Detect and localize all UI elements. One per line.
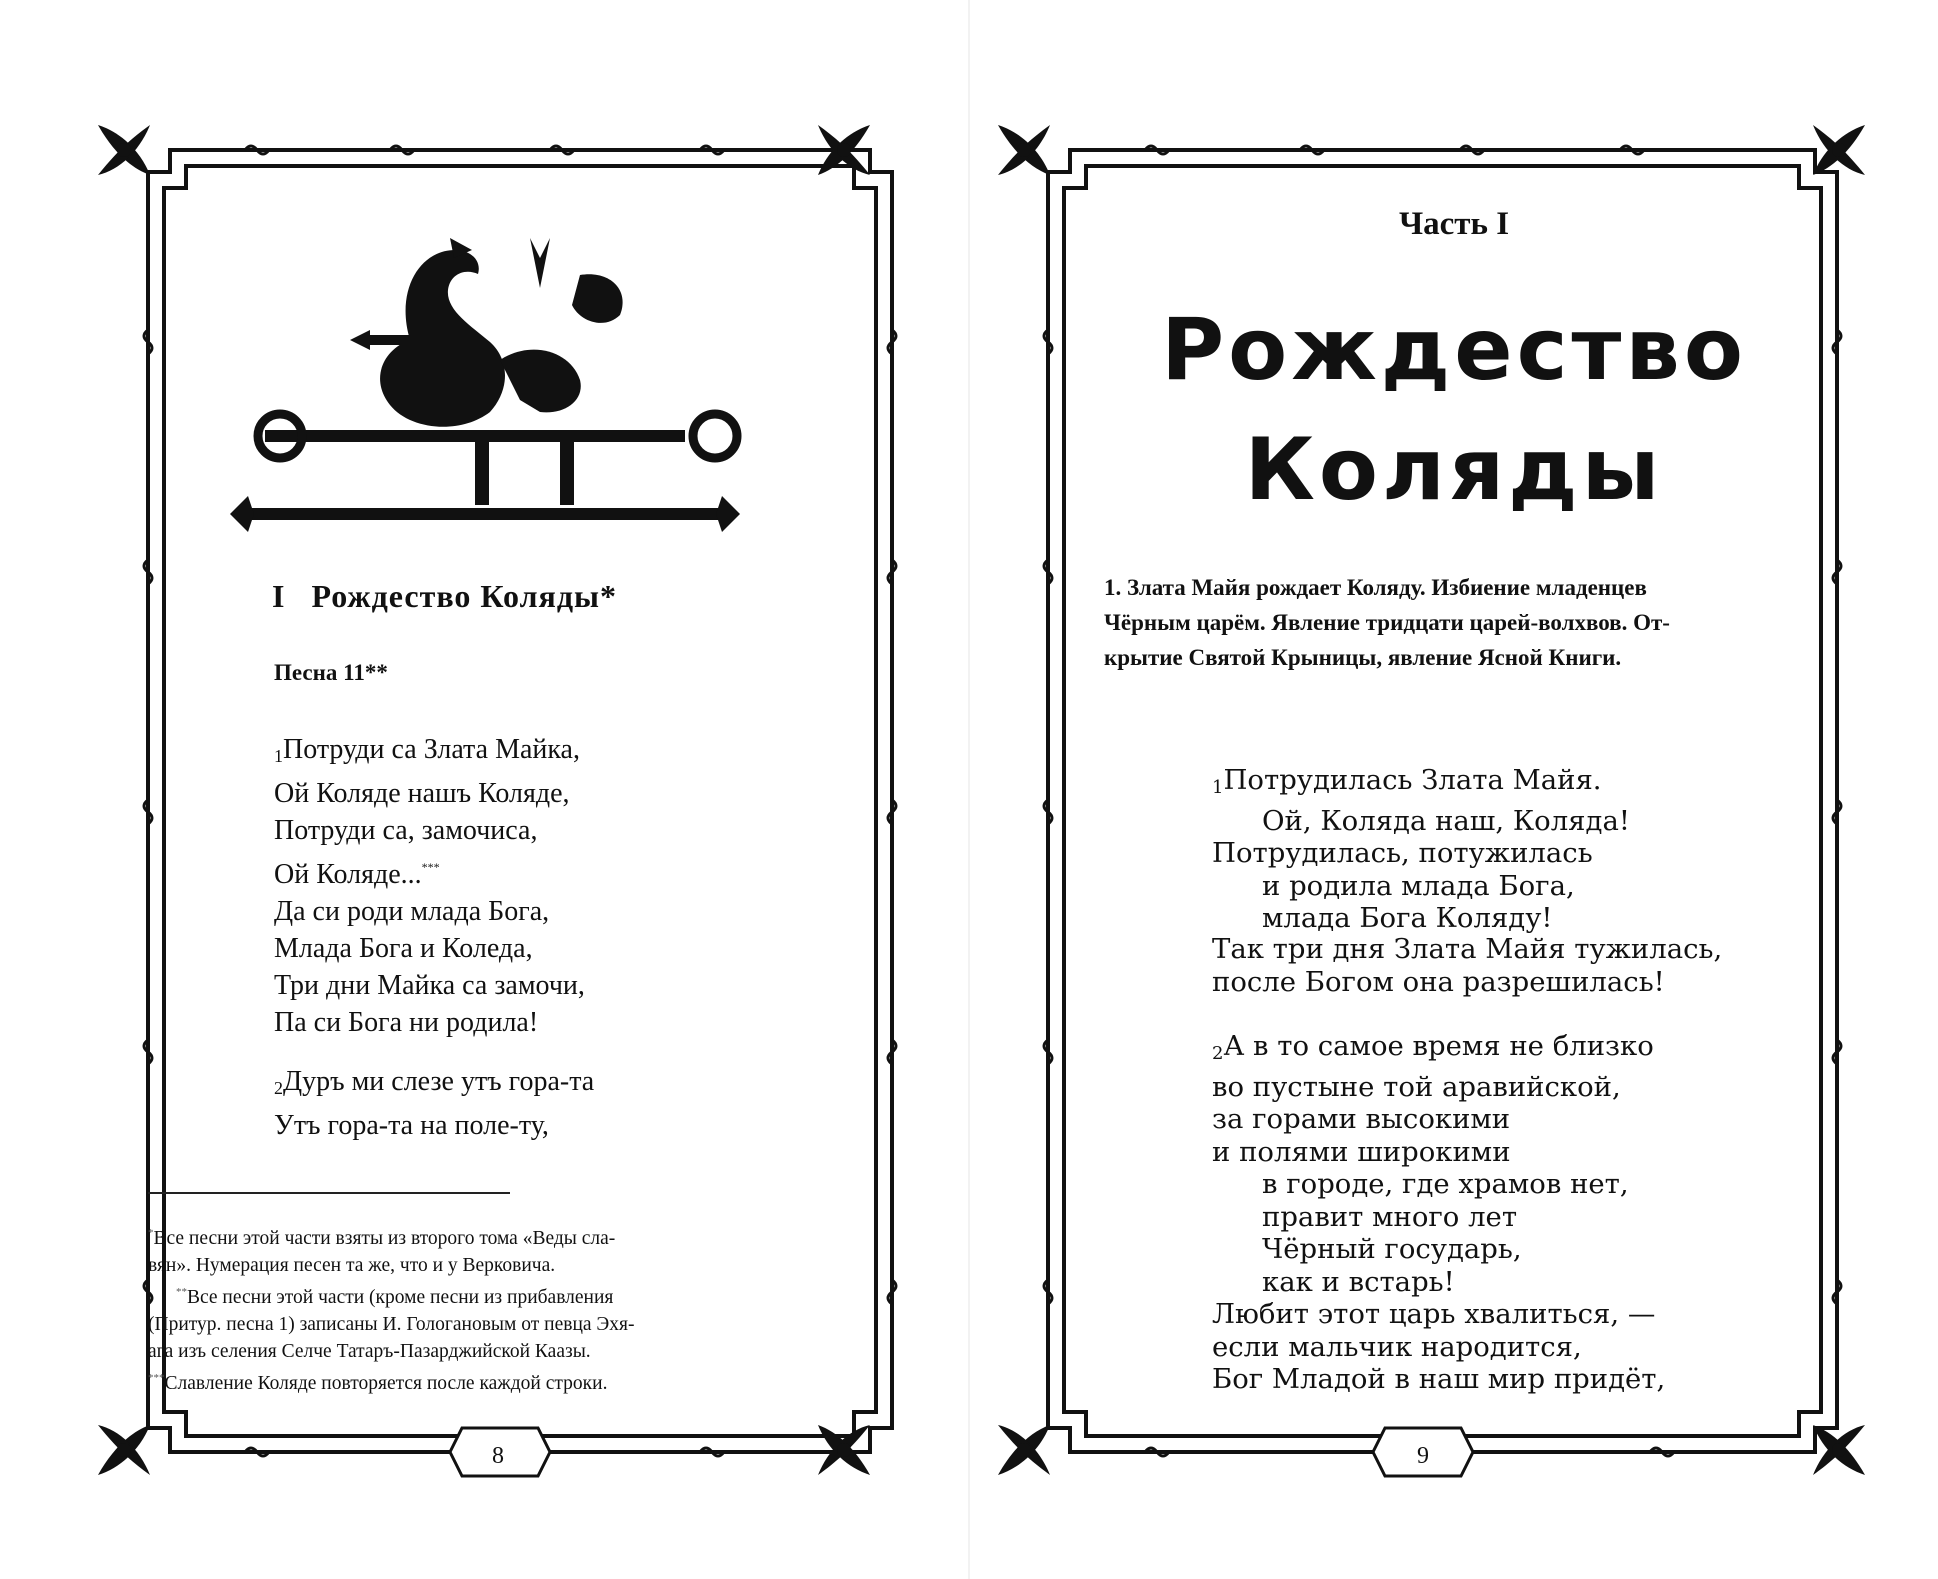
poem-line: за горами высокими: [1212, 1103, 1511, 1135]
section-heading: [272, 578, 617, 615]
part-label: Часть I: [1398, 206, 1510, 242]
poem-line: 1Потрудилась Злата Майя.: [1212, 764, 1602, 798]
verse-line: 1Потруди са Злата Майка,: [274, 734, 580, 766]
footnote-line: ***Славление Коляде повторяется после каждой строки.: [148, 1372, 608, 1394]
right-page: [970, 0, 1938, 1579]
poem-line: Чёрный государь,: [1262, 1233, 1522, 1265]
poem-line: во пустыне той аравийской,: [1212, 1070, 1621, 1103]
footnote-mark: *: [148, 1227, 154, 1239]
synopsis-line: Чёрным царём. Явление тридцати царей-волхвов. От-: [1104, 610, 1670, 635]
poem-line: и родила млада Бога,: [1262, 869, 1575, 902]
section-title: Рождество Коляды*: [311, 578, 617, 614]
chapter-synopsis: [1104, 570, 1824, 675]
part-title-line: Рождество: [1161, 300, 1747, 400]
footnote-line: *Все песни этой части взяты из второго тома «Веды сла-: [148, 1227, 616, 1249]
verse-block: [274, 731, 585, 1041]
verse-line: 2Дуръ ми слезе утъ гора-та: [274, 1066, 595, 1098]
footnote-mark: **: [176, 1286, 187, 1298]
poem-line: правит много лет: [1262, 1200, 1518, 1233]
poem-stanza: [1212, 764, 1630, 935]
verse-line: Ой Коляде нашъ Коляде,: [274, 778, 570, 809]
poem-line: как и встарь!: [1262, 1265, 1455, 1298]
page-number: 8: [492, 1443, 504, 1469]
footnote-line: ага изъ селения Селче Татаръ-Пазарджийской Каазы.: [148, 1341, 591, 1362]
verse-line: Да си роди млада Бога,: [274, 896, 550, 927]
verse-line: Млада Бога и Коледа,: [274, 933, 533, 964]
poem-stanza: [1212, 933, 1722, 998]
poem-stanza: [1212, 1030, 1665, 1396]
poem-line: 2А в то самое время не близко: [1212, 1030, 1654, 1064]
footnote-line: (Притур. песна 1) записаны И. Гологановым от певца Эхя-: [148, 1314, 635, 1335]
verse-line: Па си Бога ни родила!: [274, 1007, 539, 1038]
verse-block: [274, 1063, 594, 1144]
verse-number: 2: [274, 1078, 283, 1098]
footnotes: [148, 1220, 848, 1397]
synopsis-line: 1. Злата Майя рождает Коляду. Избиение младенцев: [1104, 575, 1647, 600]
stanza-number: 2: [1212, 1043, 1224, 1064]
poem-line: и полями широкими: [1212, 1135, 1511, 1168]
footnote-mark: ***: [148, 1372, 165, 1384]
song-title: Песна 11**: [274, 660, 388, 685]
poem-line: в городе, где храмов нет,: [1262, 1168, 1629, 1200]
stanza-number: 1: [1212, 777, 1224, 798]
poem-line: Ой, Коляда наш, Коляда!: [1262, 804, 1630, 837]
verse-line: Потруди са, замочиса,: [274, 815, 538, 846]
verse-line: Утъ гора-та на поле-ту,: [274, 1110, 549, 1141]
bird-emblem-illustration: [220, 230, 760, 550]
left-page: [0, 0, 968, 1579]
footnote-line: вян». Нумерация песен та же, что и у Верковича.: [148, 1255, 556, 1276]
verse-number: 1: [274, 746, 283, 766]
part-title-line: Коляды: [1244, 420, 1664, 520]
poem-line: Любит этот царь хвалиться, —: [1212, 1298, 1656, 1330]
poem-line: Бог Младой в наш мир придёт,: [1212, 1363, 1666, 1395]
page-number: 9: [1417, 1443, 1429, 1469]
footnote-divider: [148, 1192, 510, 1194]
poem-line: млада Бога Коляду!: [1262, 902, 1553, 934]
footnote-line: **Все песни этой части (кроме песни из прибавления: [176, 1286, 614, 1308]
verse-line: Ой Коляде...***: [274, 859, 440, 890]
section-roman-number: I: [272, 578, 286, 614]
poem-line: Потрудилась, потужилась: [1212, 837, 1593, 869]
poem-line: если мальчик народится,: [1212, 1330, 1582, 1363]
synopsis-line: крытие Святой Крыницы, явление Ясной Книги.: [1104, 645, 1622, 670]
footnote-reference: ***: [421, 860, 440, 874]
poem-line: Так три дня Злата Майя тужилась,: [1212, 933, 1723, 965]
verse-line: Три дни Майка са замочи,: [274, 970, 585, 1001]
poem-line: после Богом она разрешилась!: [1212, 965, 1665, 998]
